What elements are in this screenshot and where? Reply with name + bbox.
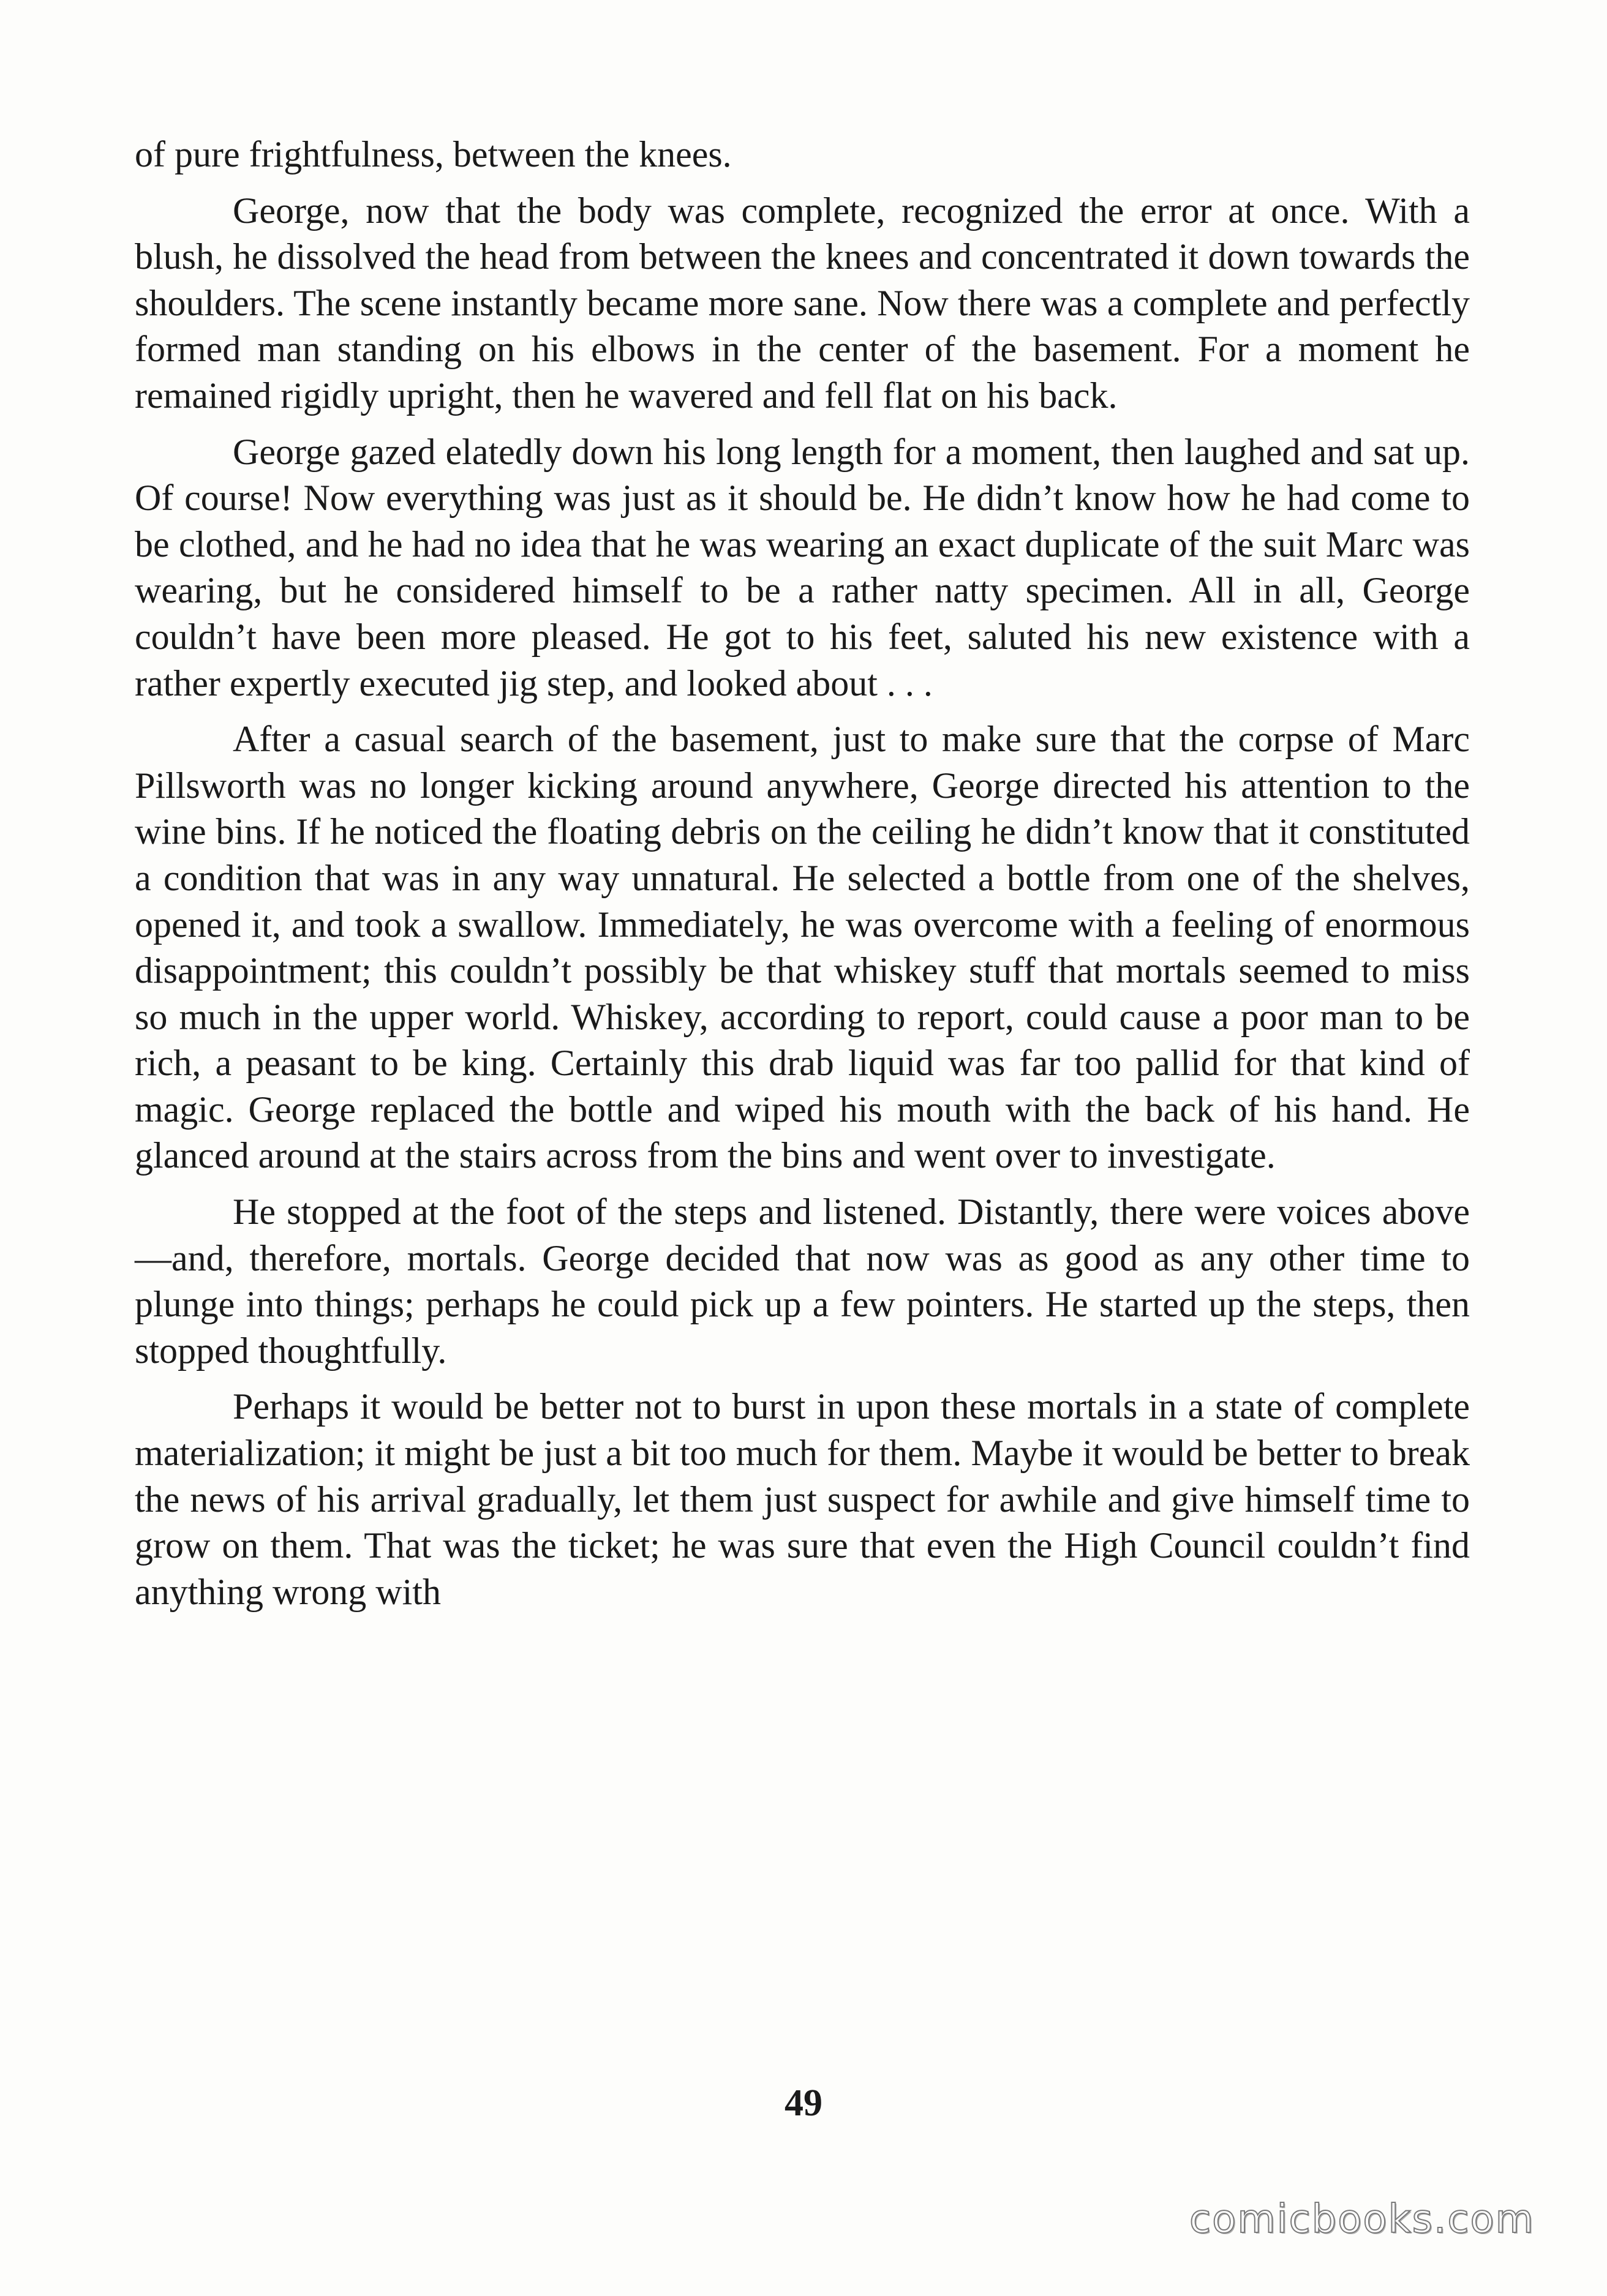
page-number: 49	[785, 2082, 822, 2124]
paragraph: He stopped at the foot of the steps and listened. Distantly, there were voices above—and, therefore, mortals. George decided that now was as good as any other time to plunge into things; perhaps he could pick up a few pointers. He started up the steps, then stopped thoughtfully.	[135, 1191, 1470, 1371]
paragraph: of pure frightfulness, between the knees.	[135, 134, 732, 174]
paragraph: George, now that the body was complete, recognized the error at once. With a blush, he dissolved the head from between the knees and concentrated it down towards the shoulders. The scene instantly became more sane. Now there was a complete and perfectly formed man standing on his elbows in the center of the basement. For a moment he remained rigidly upright, then he wavered and fell flat on his back.	[135, 190, 1470, 416]
paragraph: George gazed elatedly down his long length for a moment, then laughed and sat up. Of course! Now everything was just as it should be. He didn’t know how he had come to be clothed, and he had no idea that he was wearing an exact duplicate of the suit Marc was wearing, but he considered himself to be a rather natty specimen. All in all, George couldn’t have been more pleased. He got to his feet, saluted his new existence with a rather expertly executed jig step, and looked about . . .	[135, 431, 1470, 703]
body-text	[135, 132, 1470, 1625]
watermark: comicbooks.com	[1189, 2197, 1535, 2242]
paragraph: After a casual search of the basement, just to make sure that the corpse of Marc Pillsworth was no longer kicking around anywhere, George directed his attention to the wine bins. If he noticed the floating debris on the ceiling he didn’t know that it constituted a condition that was in any way unnatural. He selected a bottle from one of the shelves, opened it, and took a swallow. Immediately, he was overcome with a feeling of enormous disappointment; this couldn’t possibly be that whiskey stuff that mortals seemed to miss so much in the upper world. Whiskey, according to report, could cause a poor man to be rich, a peasant to be king. Certainly this drab liquid was far too pallid for that kind of magic. George replaced the bottle and wiped his mouth with the back of his hand. He glanced around at the stairs across from the bins and went over to investigate.	[135, 719, 1470, 1176]
paragraph: Perhaps it would be better not to burst in upon these mortals in a state of complete materialization; it might be just a bit too much for them. Maybe it would be better to break the news of his arrival gradually, let them just suspect for awhile and give himself time to grow on them. That was the ticket; he was sure that even the High Council couldn’t find anything wrong with	[135, 1386, 1470, 1612]
